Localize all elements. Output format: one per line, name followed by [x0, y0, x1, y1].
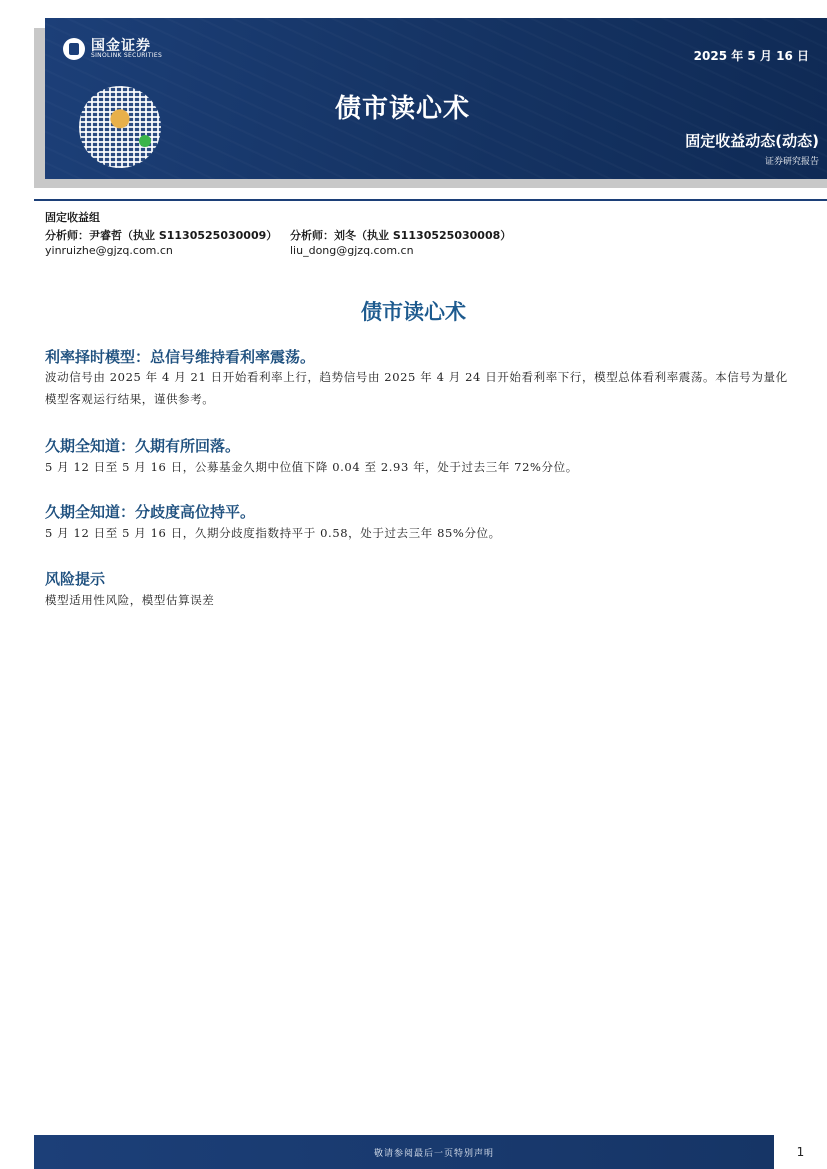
section-body-risk: 模型适用性风险，模型估算误差 — [45, 593, 215, 607]
analyst-1: 分析师：尹睿哲（执业 S1130525030009） — [45, 229, 278, 242]
analyst-2-email[interactable]: liu_dong@gjzq.com.cn — [290, 244, 414, 257]
page-number: 1 — [796, 1145, 805, 1159]
footer-disclaimer: 敬请参阅最后一页特别声明 — [373, 1148, 494, 1159]
header-divider — [34, 199, 827, 201]
logo-cn: 国金证券 — [91, 37, 151, 54]
section-heading-rate-timing: 利率择时模型：总信号维持看利率震荡。 — [45, 348, 316, 366]
section-body-duration-drop: 5 月 12 日至 5 月 16 日，公募基金久期中位值下降 0.04 至 2.93 年，处于过去三年 72%分位。 — [45, 460, 578, 474]
team-name: 固定收益组 — [45, 211, 100, 224]
section-heading-risk: 风险提示 — [45, 570, 106, 588]
analyst-2: 分析师：刘冬（执业 S1130525030008） — [290, 229, 512, 242]
section-heading-duration-drop: 久期全知道：久期有所回落。 — [45, 437, 241, 455]
qr-code-icon — [79, 86, 161, 168]
report-type: 固定收益动态(动态) — [685, 132, 819, 150]
logo-text — [91, 39, 162, 60]
document-title: 债市读心术 — [361, 300, 466, 324]
company-logo — [63, 38, 162, 60]
report-header-banner — [45, 18, 827, 179]
header-title: 债市读心术 — [335, 94, 471, 124]
report-category: 证券研究报告 — [764, 157, 819, 167]
footer-bar — [34, 1135, 774, 1169]
section-heading-divergence: 久期全知道：分歧度高位持平。 — [45, 503, 256, 521]
logo-mark-icon — [63, 38, 85, 60]
report-date: 2025 年 5 月 16 日 — [693, 49, 809, 63]
section-body-divergence: 5 月 12 日至 5 月 16 日，久期分歧度指数持平于 0.58，处于过去三年 85%分位。 — [45, 526, 501, 540]
analyst-1-email[interactable]: yinruizhe@gjzq.com.cn — [45, 244, 173, 257]
logo-en: SINOLINK SECURITIES — [91, 52, 163, 60]
mini-program-badge-icon — [139, 135, 151, 147]
section-body-rate-timing: 波动信号由 2025 年 4 月 21 日开始看利率上行，趋势信号由 2025 年 4 月 24 日开始看利率下行，模型总体看利率震荡。本信号为量化模型客观运行结果，谨供参考。 — [45, 370, 788, 406]
